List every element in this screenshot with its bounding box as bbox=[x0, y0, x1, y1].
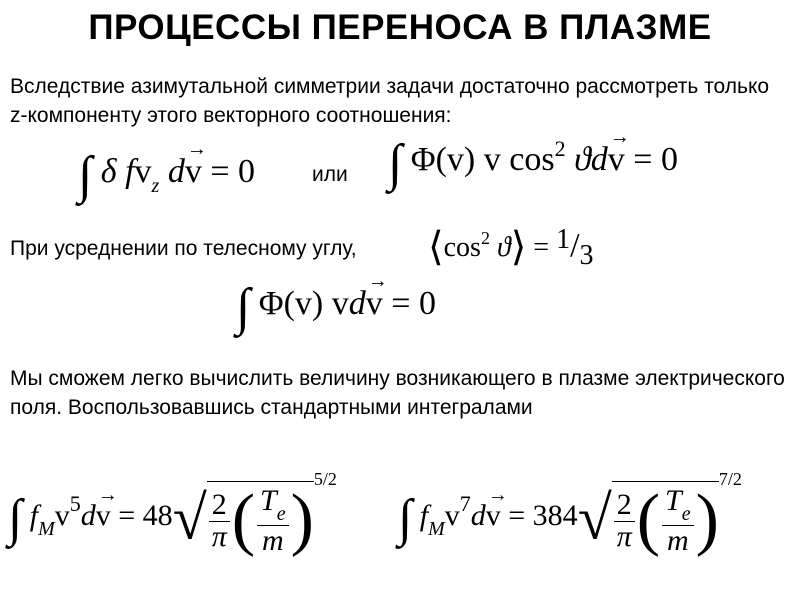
outer-power: 5/2 bbox=[313, 469, 337, 489]
delta-symbol: δ bbox=[100, 153, 117, 190]
denominator: 3 bbox=[579, 240, 594, 271]
theta-symbol: ϑ bbox=[496, 232, 511, 263]
cos-symbol: cos bbox=[443, 232, 481, 263]
vector-v: → v bbox=[608, 143, 625, 177]
pi-symbol: π bbox=[211, 519, 227, 553]
e-subscript: e bbox=[276, 502, 286, 525]
v-symbol: v bbox=[331, 285, 349, 322]
phi-argument: (v) bbox=[435, 141, 476, 178]
f-symbol: f bbox=[419, 499, 429, 532]
vector-v: → v bbox=[366, 287, 383, 321]
equals: = bbox=[533, 232, 550, 263]
integral-symbol: ∫ bbox=[78, 147, 93, 204]
formula-cos-average bbox=[428, 226, 594, 270]
d-symbol: d bbox=[167, 153, 185, 190]
M-subscript: M bbox=[38, 518, 55, 540]
f-symbol: f bbox=[29, 499, 39, 532]
integral-symbol: ∫ bbox=[398, 490, 413, 547]
d-symbol: d bbox=[80, 499, 96, 532]
d-symbol: d bbox=[590, 141, 608, 178]
integral-symbol: ∫ bbox=[388, 135, 403, 192]
formula-phi-integral bbox=[236, 279, 436, 336]
m-symbol: m bbox=[261, 523, 284, 557]
slide-title: ПРОЦЕССЫ ПЕРЕНОСА В ПЛАЗМЕ bbox=[88, 8, 712, 47]
fraction-2: 2 bbox=[614, 488, 635, 522]
cos-symbol: cos bbox=[509, 141, 555, 178]
M-subscript: M bbox=[428, 518, 445, 540]
d-symbol: d bbox=[348, 285, 366, 322]
left-angle: ⟨ bbox=[428, 224, 444, 269]
T-symbol: T bbox=[260, 483, 277, 517]
vector-v: → v bbox=[185, 155, 202, 189]
power-5: 5 bbox=[69, 491, 81, 516]
power-2: 2 bbox=[554, 136, 566, 161]
formula-v5-integral bbox=[8, 470, 337, 556]
formula-phi-cos-integral bbox=[388, 135, 678, 192]
averaging-paragraph: При усреднении по телесному углу, bbox=[10, 237, 357, 260]
phi-symbol: Φ bbox=[410, 141, 436, 178]
vector-v: → v bbox=[486, 501, 501, 531]
pi-symbol: π bbox=[616, 519, 632, 553]
intro-paragraph: Вследствие азимутальной симметрии задачи достаточно рассмотреть только z-компоненту этого векторного соотношения: bbox=[10, 75, 770, 127]
v-symbol: v bbox=[444, 499, 460, 532]
or-word: или bbox=[312, 163, 348, 186]
e-subscript: e bbox=[681, 502, 691, 525]
integral-symbol: ∫ bbox=[8, 490, 23, 547]
equals-zero: = 0 bbox=[633, 141, 678, 178]
T-symbol: T bbox=[665, 483, 682, 517]
formula-v7-integral bbox=[398, 470, 742, 556]
formula-delta-integral bbox=[78, 147, 255, 204]
numerator: 1 bbox=[556, 224, 571, 255]
conclusion-paragraph: Мы сможем легко вычислить величину возникающего в плазме электрического поля. Воспользовавшись стандартными интегралами bbox=[10, 367, 785, 419]
d-symbol: d bbox=[470, 499, 486, 532]
power-7: 7 bbox=[459, 491, 471, 516]
m-symbol: m bbox=[666, 523, 689, 557]
right-angle: ⟩ bbox=[510, 224, 527, 269]
square-root: √ $\frac{2}{\pi}$( $\frac{T_e}{m}$) bbox=[577, 480, 719, 558]
vector-v: → v bbox=[96, 501, 111, 531]
v-symbol: v bbox=[483, 141, 501, 178]
equals-zero: = 0 bbox=[391, 285, 436, 322]
equals-384: = 384 bbox=[508, 499, 578, 532]
square-root: √ $\frac{2}{\pi}$( $\frac{T_e}{m}$) bbox=[172, 480, 314, 558]
phi-symbol: Φ bbox=[258, 285, 284, 322]
power-2: 2 bbox=[480, 228, 490, 248]
equals-zero: = 0 bbox=[210, 153, 255, 190]
phi-argument: (v) bbox=[283, 285, 324, 322]
outer-power: 7/2 bbox=[718, 469, 742, 489]
v-symbol: v bbox=[134, 153, 152, 190]
fraction-2: 2 bbox=[209, 488, 230, 522]
theta-symbol: ϑ bbox=[574, 141, 591, 178]
equals-48: = 48 bbox=[118, 499, 173, 532]
z-subscript: z bbox=[151, 175, 160, 197]
slash: / bbox=[570, 227, 580, 264]
v-symbol: v bbox=[54, 499, 70, 532]
f-symbol: f bbox=[125, 153, 135, 190]
integral-symbol: ∫ bbox=[236, 279, 251, 336]
